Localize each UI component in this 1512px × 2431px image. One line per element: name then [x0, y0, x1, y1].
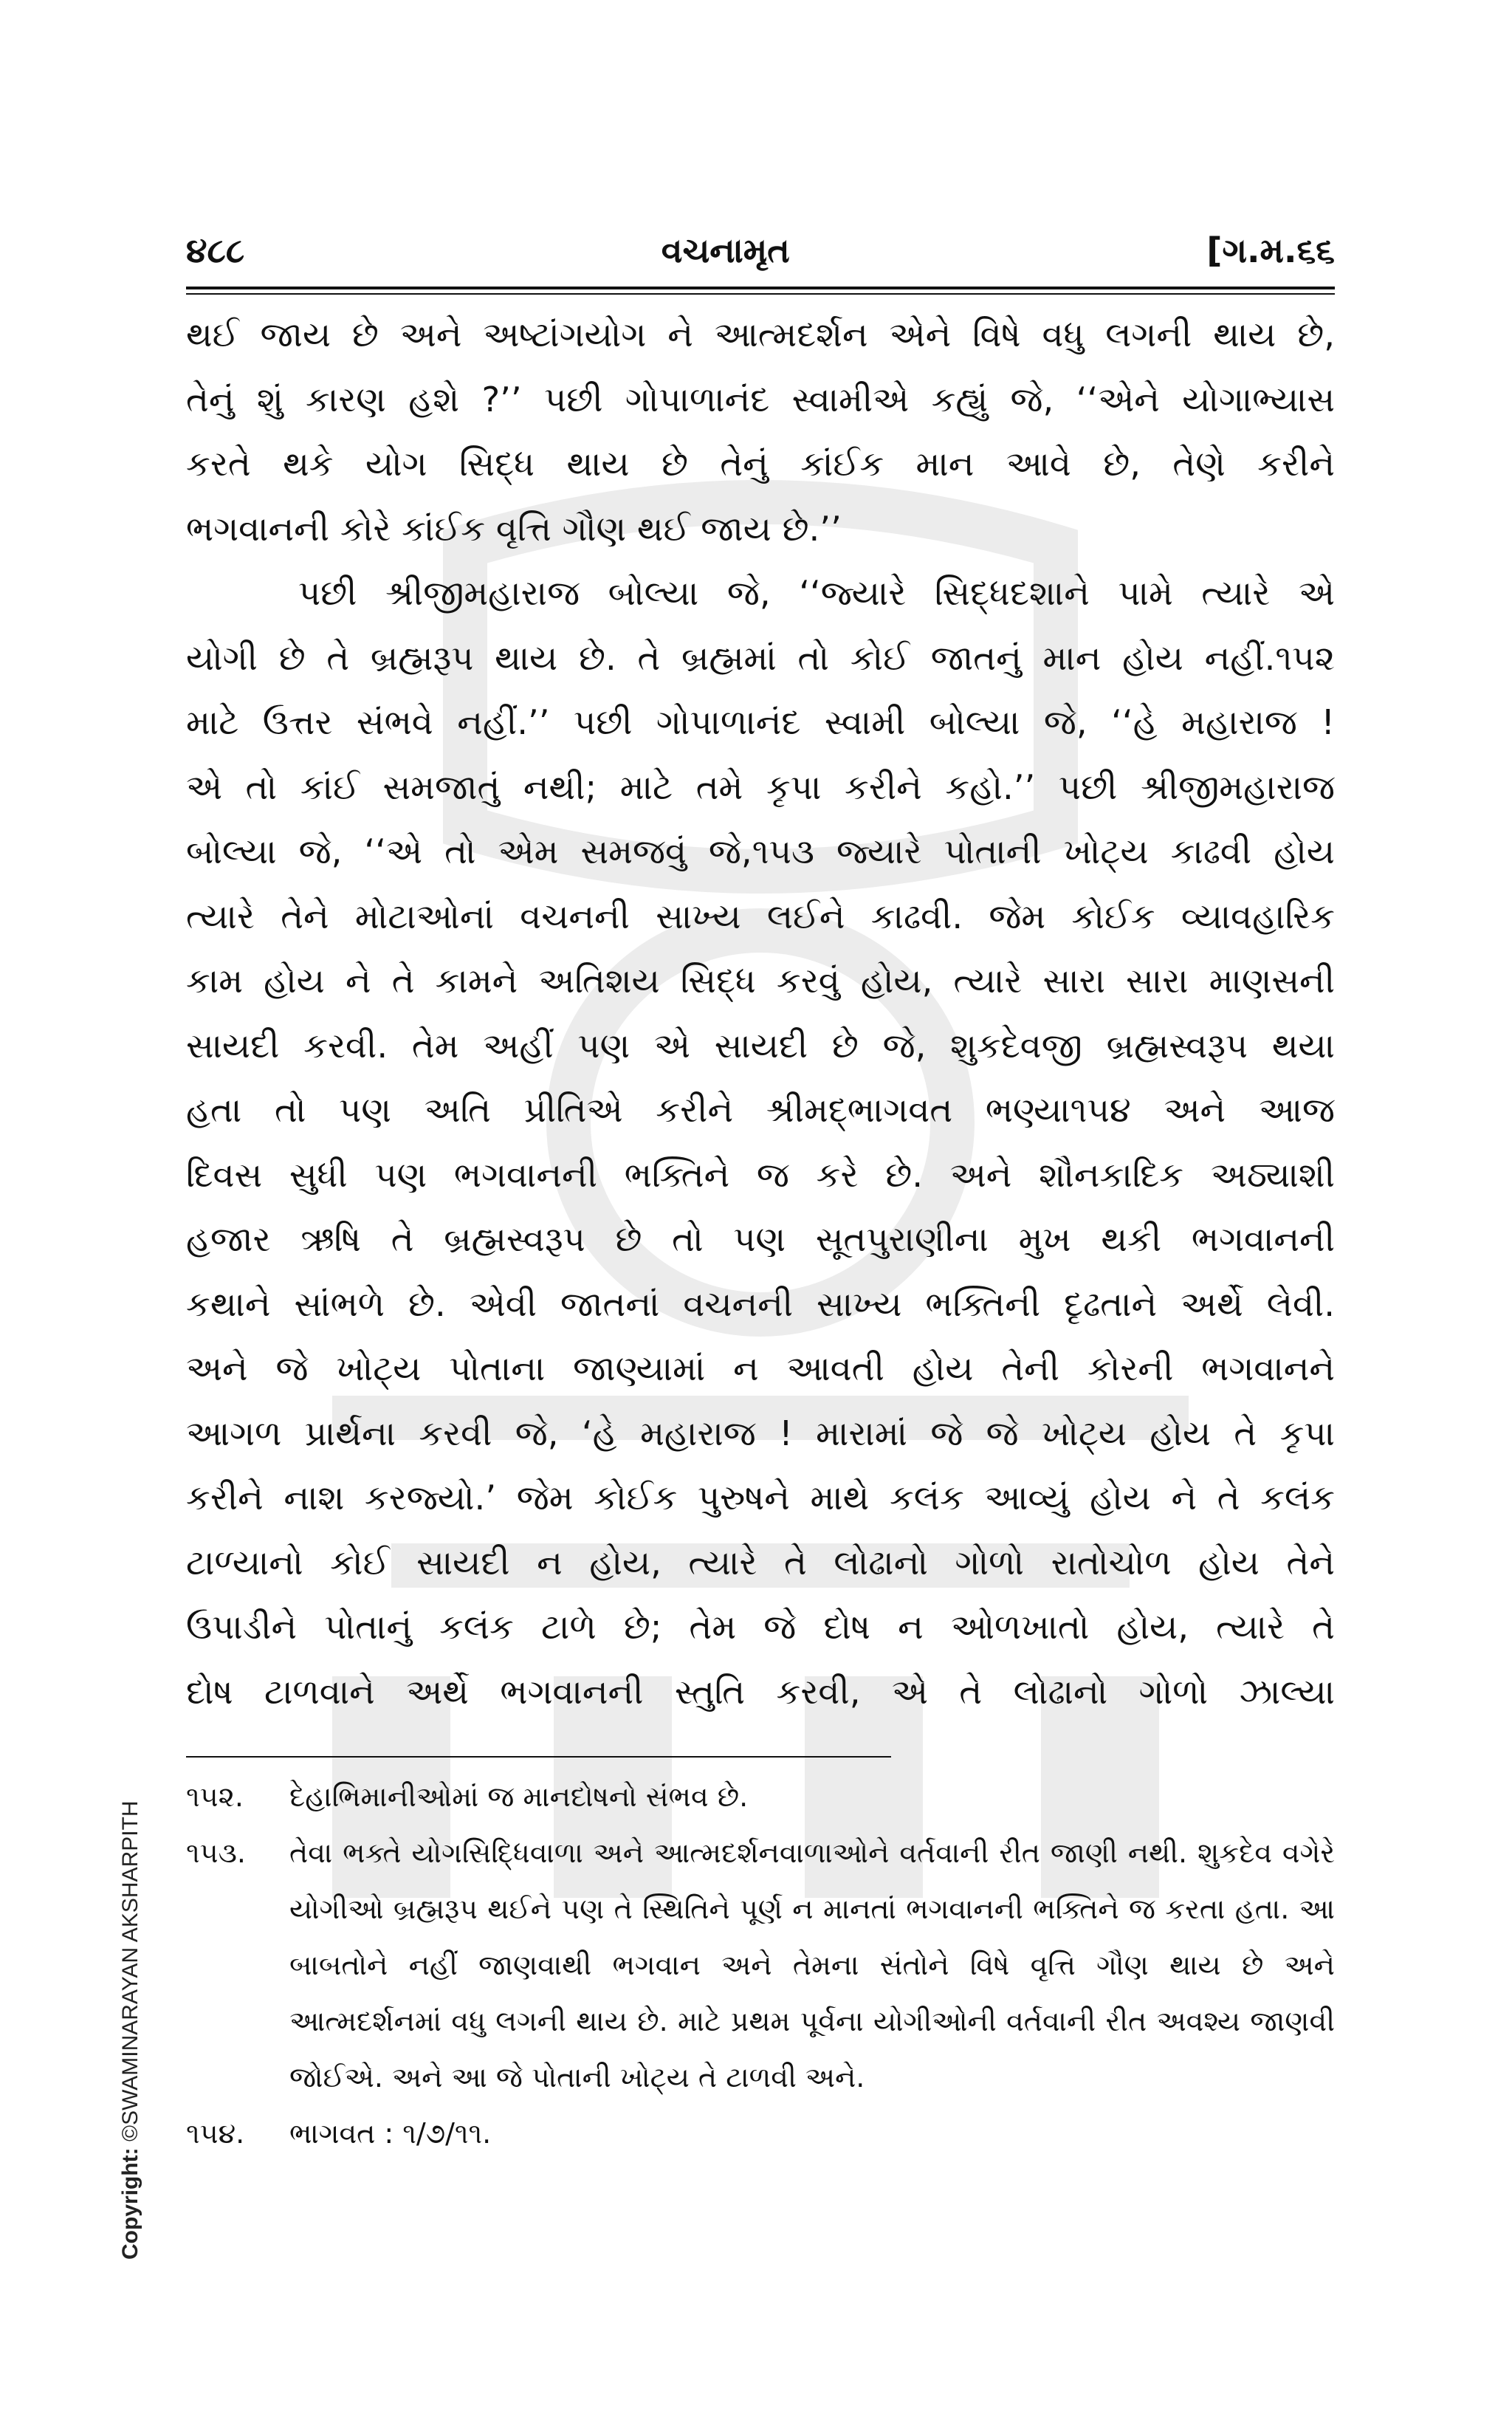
text-line: કરતે થકે યોગ સિદ્ધ થાય છે તેનું કાંઈક માન આવે છે, તેણે કરીને: [186, 444, 1335, 484]
copyright-holder: ©SWAMINARAYAN AKSHARPITH: [118, 1800, 142, 2142]
footnote-number: ૧૫૩.: [186, 1837, 246, 1869]
footnotes: [186, 1769, 1335, 2161]
text-line: ભગવાનની કોરે કાંઈક વૃત્તિ ગૌણ થઈ જાય છે.’’: [186, 508, 842, 549]
text-line: એ તો કાંઈ સમજાતું નથી; માટે તમે કૃપા કરીને કહો.’’ પછી શ્રીજીમહારાજ: [186, 767, 1335, 807]
text-line: તેનું શું કારણ હશે ?’’ પછી ગોપાળાનંદ સ્વામીએ કહ્યું જે, ‘‘એને યોગાભ્યાસ: [186, 379, 1335, 419]
text-line: થઈ જાય છે અને અષ્ટાંગયોગ ને આત્મદર્શન એને વિષે વધુ લગની થાય છે,: [186, 315, 1335, 354]
footnote-text: દેહાભિમાનીઓમાં જ માનદોષનો સંભવ છે.: [289, 1780, 749, 1813]
footnote: [186, 1769, 1335, 1825]
page-number: ૪૮૮: [186, 230, 245, 270]
footnote-rule: [186, 1756, 891, 1758]
text-line: કરીને નાશ કરજ્યો.’ જેમ કોઈક પુરુષને માથે કલંક આવ્યું હોય ને તે કલંક: [186, 1478, 1335, 1518]
text-line: દોષ ટાળવાને અર્થે ભગવાનની સ્તુતિ કરવી, એ તે લોઢાનો ગોળો ઝાલ્યા: [186, 1671, 1335, 1712]
footnote: [186, 2105, 1335, 2161]
text-line: સાયદી કરવી. તેમ અહીં પણ એ સાયદી છે જે, શુકદેવજી બ્રહ્મસ્વરૂપ થયા: [186, 1025, 1335, 1066]
text-line: દિવસ સુધી પણ ભગવાનની ભક્તિને જ કરે છે. અને શૌનકાદિક અઠ્યાશી: [186, 1154, 1335, 1195]
running-header: [186, 222, 1335, 281]
page-title: વચનામૃત: [661, 230, 790, 270]
text-line: ટાળ્યાનો કોઈ સાયદી ન હોય, ત્યારે તે લોઢાનો ગોળો રાતોચોળ હોય તેને: [186, 1542, 1335, 1583]
footnote-number: ૧૫૪.: [186, 2117, 245, 2150]
header-rule: [186, 287, 1335, 295]
text-line: કથાને સાંભળે છે. એવી જાતનાં વચનની સાખ્ય ભક્તિની દૃઢતાને અર્થે લેવી.: [186, 1283, 1335, 1324]
footnote-text: તેવા ભક્તે યોગસિદ્ધિવાળા અને આત્મદર્શનવાળાઓને વર્તવાની રીત જાણી નથી. શુકદેવ વગેરે યોગીઓ બ્રહ્મરૂપ થઈને પણ તે સ્થિતિને પૂર્ણ ન માનતાં ભગવાનની ભક્તિને જ કરતા હતા. આ બાબતોને નહીં જાણવાથી ભગવાન અને તેમના સંતોને વિષે વૃત્તિ ગૌણ થાય છે અને આત્મદર્શનમાં વધુ લગની થાય છે. માટે પ્રથમ પૂર્વના યોગીઓની વર્તવાની રીત અવશ્ય જાણવી જોઈએ. અને આ જે પોતાની ખોટ્ય તે ટાળવી અને.: [289, 1837, 1335, 2094]
text-line: આગળ પ્રાર્થના કરવી જે, ‘હે મહારાજ ! મારામાં જે જે ખોટ્ય હોય તે કૃપા: [186, 1413, 1335, 1453]
copyright-notice: [118, 1800, 143, 2260]
text-line: અને જે ખોટ્ય પોતાના જાણ્યામાં ન આવતી હોય તેની કોરની ભગવાનને: [186, 1348, 1336, 1388]
footnote-text: ભાગવત : ૧/૭/૧૧.: [289, 2117, 492, 2150]
text-line: હજાર ઋષિ તે બ્રહ્મસ્વરૂપ છે તો પણ સૂતપુરાણીના મુખ થકી ભગવાનની: [186, 1219, 1335, 1259]
text-line: બોલ્યા જે, ‘‘એ તો એમ સમજવું જે,૧૫૩ જ્યારે પોતાની ખોટ્ય કાઢવી હોય: [186, 832, 1335, 871]
footnote: [186, 1825, 1335, 2105]
text-line: ત્યારે તેને મોટાઓનાં વચનની સાખ્ય લઈને કાઢવી. જેમ કોઈક વ્યાવહારિક: [186, 896, 1335, 936]
text-line: યોગી છે તે બ્રહ્મરૂપ થાય છે. તે બ્રહ્મમાં તો કોઈ જાતનું માન હોય નહીં.૧૫૨: [186, 637, 1335, 678]
text-line: હતા તો પણ અતિ પ્રીતિએ કરીને શ્રીમદ્ભાગવત ભણ્યા૧૫૪ અને આજ: [186, 1090, 1335, 1130]
main-text: [186, 303, 1335, 1724]
paragraph-2: [186, 561, 1335, 1724]
paragraph-1: [186, 303, 1335, 561]
text-line: કામ હોય ને તે કામને અતિશય સિદ્ધ કરવું હોય, ત્યારે સારા સારા માણસની: [186, 961, 1335, 1001]
copyright-label: Copyright:: [118, 2147, 142, 2260]
section-reference: [ગ.મ.૬૬: [1206, 230, 1335, 270]
text-line: પછી શ્રીજીમહારાજ બોલ્યા જે, ‘‘જ્યારે સિદ્ધદશાને પામે ત્યારે એ: [298, 573, 1335, 613]
footnote-number: ૧૫૨.: [186, 1780, 244, 1813]
text-line: ઉપાડીને પોતાનું કલંક ટાળે છે; તેમ જે દોષ ન ઓળખાતો હોય, ત્યારે તે: [186, 1607, 1335, 1647]
text-line: માટે ઉત્તર સંભવે નહીં.’’ પછી ગોપાળાનંદ સ્વામી બોલ્યા જે, ‘‘હે મહારાજ !: [186, 702, 1335, 742]
